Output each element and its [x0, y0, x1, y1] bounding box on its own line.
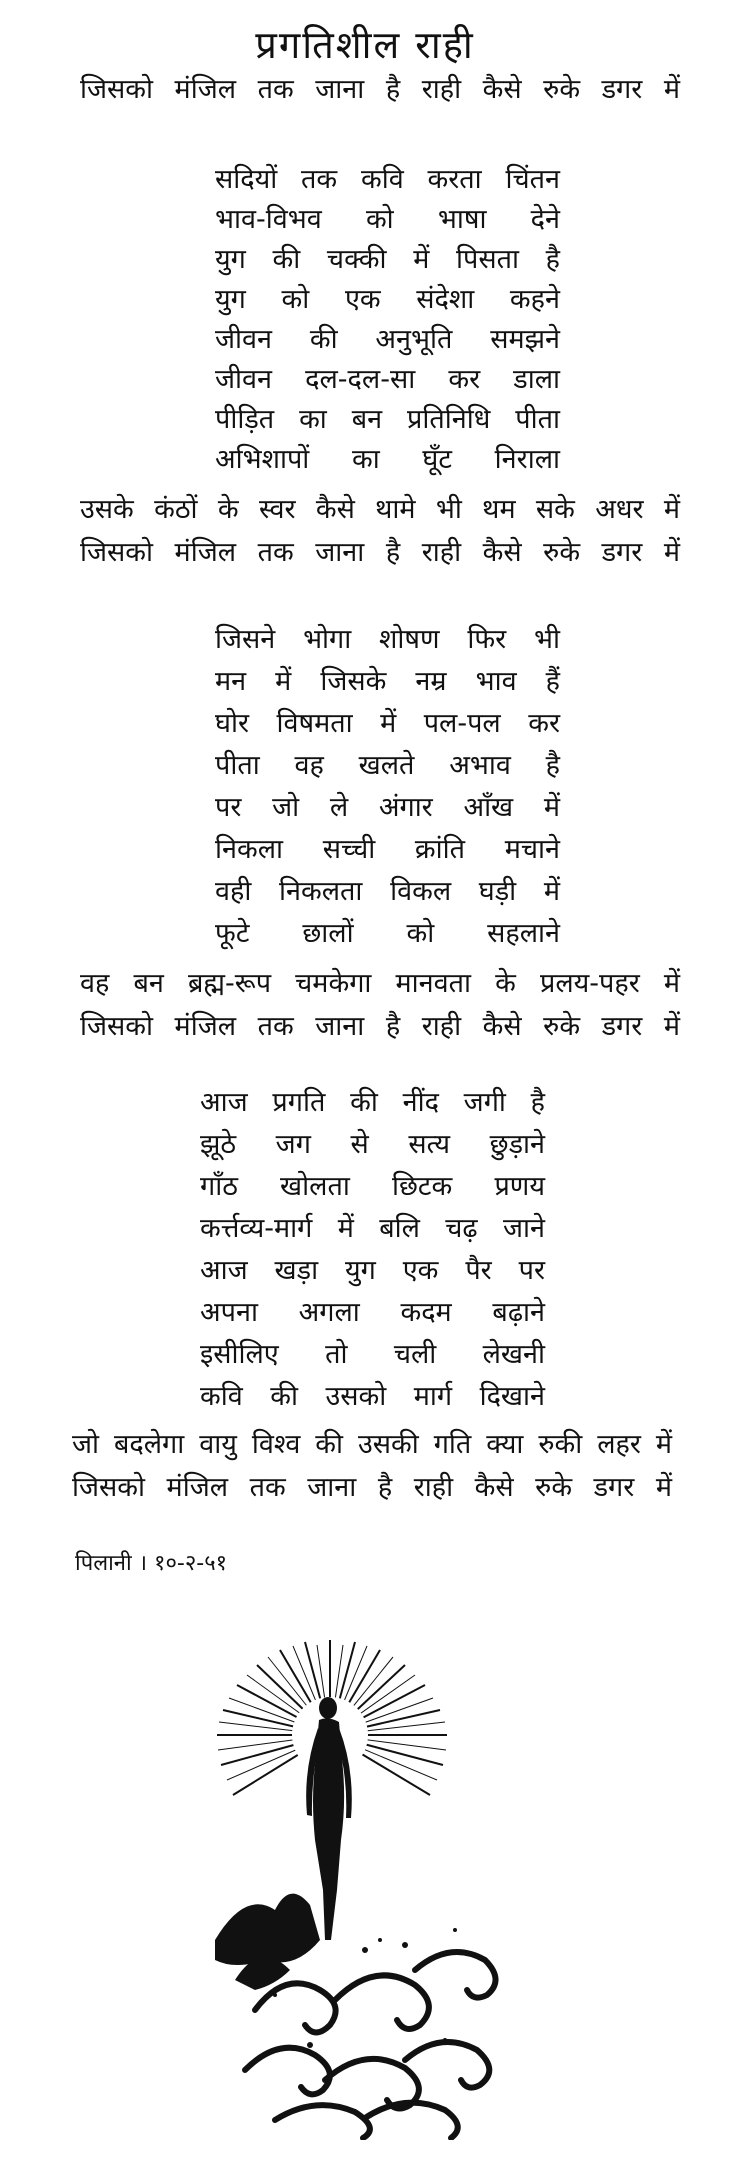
stanza-line: निकला सच्ची क्रांति मचाने — [215, 834, 560, 865]
stanza-line: पर जो ले अंगार आँख में — [215, 792, 560, 823]
stanza-line: जिसने भोगा शोषण फिर भी — [215, 624, 560, 655]
stanza-line: पीड़ित का बन प्रतिनिधि पीता — [215, 404, 560, 435]
refrain-line: जिसको मंजिल तक जाना है राही कैसे रुके डगर में — [80, 1011, 680, 1042]
place-date: पिलानी । १०-२-५१ — [75, 1551, 228, 1576]
stanza-lead-line: जो बदलेगा वायु विश्व की उसकी गति क्या रुकी लहर में — [72, 1429, 672, 1460]
stanza-line: आज प्रगति की नींद जगी है — [200, 1087, 545, 1118]
stanza-line: सदियों तक कवि करता चिंतन — [215, 164, 560, 195]
stanza-line: गाँठ खोलता छिटक प्रणय — [200, 1171, 545, 1202]
stanza-line: मन में जिसके नम्र भाव हैं — [215, 666, 560, 697]
stanza-line: युग को एक संदेशा कहने — [215, 284, 560, 315]
waves — [245, 1952, 496, 2138]
dark-cloud — [215, 1894, 320, 1990]
stanza-line: झूठे जग से सत्य छुड़ाने — [200, 1129, 545, 1160]
stanza-line: जीवन दल-दल-सा कर डाला — [215, 364, 560, 395]
stanza-line: आज खड़ा युग एक पैर पर — [200, 1255, 545, 1286]
poem-title: प्रगतिशील राही — [255, 23, 475, 67]
stanza-line: जीवन की अनुभूति समझने — [215, 324, 560, 355]
refrain-line: जिसको मंजिल तक जाना है राही कैसे रुके डगर में — [80, 537, 680, 568]
stanza-line: भाव-विभव को भाषा देने — [215, 204, 560, 235]
refrain-line: जिसको मंजिल तक जाना है राही कैसे रुके डगर में — [72, 1472, 672, 1503]
stanza-line: वही निकलता विकल घड़ी में — [215, 876, 560, 907]
stanza-line: इसीलिए तो चली लेखनी — [200, 1339, 545, 1370]
stanza-line: फूटे छालों को सहलाने — [215, 918, 560, 949]
stanza-lead-line: वह बन ब्रह्म-रूप चमकेगा मानवता के प्रलय-पहर में — [80, 968, 680, 999]
stanza-line: कवि की उसको मार्ग दिखाने — [200, 1381, 545, 1412]
stanza-line: अपना अगला कदम बढ़ाने — [200, 1297, 545, 1328]
refrain-line: जिसको मंजिल तक जाना है राही कैसे रुके डगर में — [80, 74, 680, 105]
radiant-figure-illustration — [215, 1640, 525, 2140]
stanza-line: पीता वह खलते अभाव है — [215, 750, 560, 781]
stanza-line: कर्त्तव्य-मार्ग में बलि चढ़ जाने — [200, 1213, 545, 1244]
stanza-lead-line: उसके कंठों के स्वर कैसे थामे भी थम सके अधर में — [80, 494, 680, 525]
stanza-line: अभिशापों का घूँट निराला — [215, 444, 560, 475]
stanza-line: घोर विषमता में पल-पल कर — [215, 708, 560, 739]
stanza-line: युग की चक्की में पिसता है — [215, 244, 560, 275]
